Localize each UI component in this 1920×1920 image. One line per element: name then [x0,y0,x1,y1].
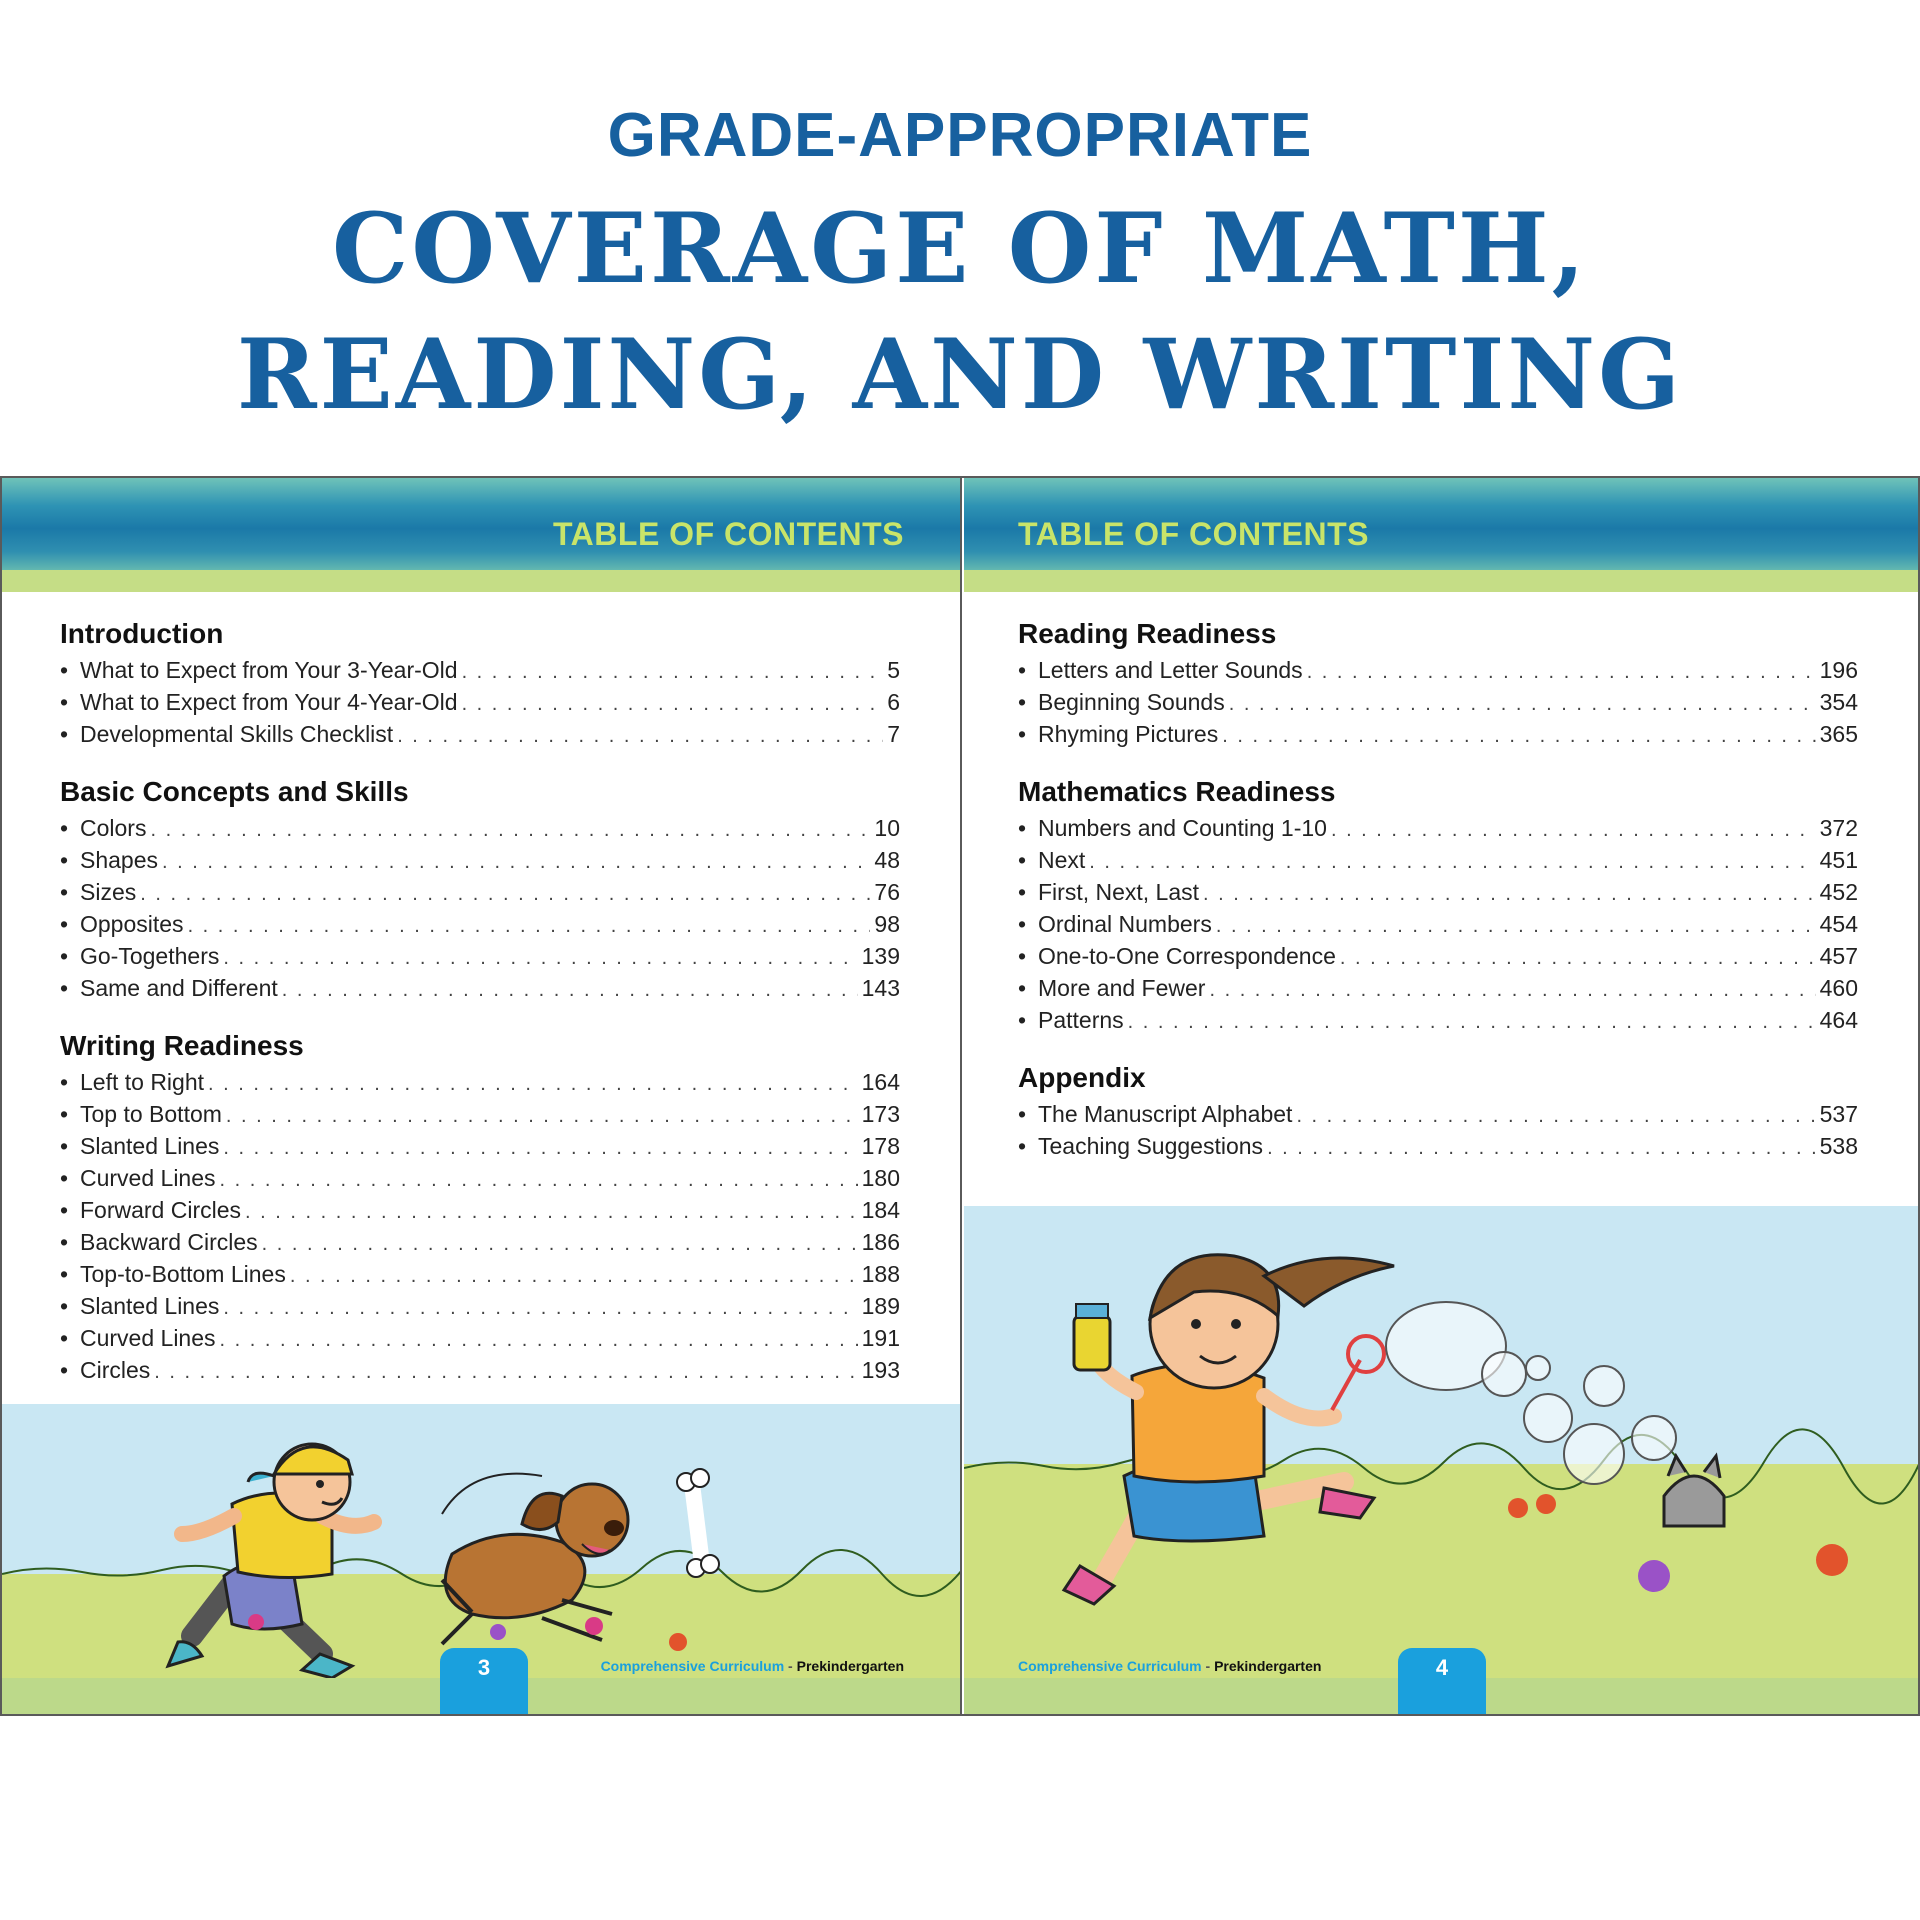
dot-leader [188,910,871,942]
entry-page-number: 464 [1819,1007,1858,1033]
entry-page-number: 173 [861,1101,900,1127]
entry-label: Same and Different [80,975,278,1001]
toc-section [1018,772,1858,1036]
toc-entry [60,876,900,908]
section-title: Reading Readiness [1018,618,1277,649]
dot-leader [226,1100,858,1132]
entry-label: Rhyming Pictures [1038,721,1219,747]
dot-leader [245,1196,858,1228]
entry-page-number: 196 [1819,657,1858,683]
toc-list [1018,614,1858,1184]
entry-page-number: 180 [861,1165,900,1191]
dot-leader [140,878,870,910]
entry-label: Left to Right [80,1069,205,1095]
entry-page-number: 193 [861,1357,900,1383]
entry-label: One-to-One Correspondence [1038,943,1336,969]
toc-entry [60,686,900,718]
dot-leader [150,814,870,846]
toc-entry [60,1354,900,1386]
entry-label: Ordinal Numbers [1038,911,1212,937]
toc-entry [60,844,900,876]
bullet-icon: • [60,911,69,937]
bullet-icon: • [60,975,69,1001]
dot-leader [462,656,884,688]
toc-section [1018,1058,1858,1162]
entry-label: Curved Lines [80,1165,216,1191]
entry-page-number: 189 [861,1293,900,1319]
girl-blowing-bubbles-illustration [964,1206,1920,1714]
section-title: Basic Concepts and Skills [60,776,409,807]
bullet-icon: • [1018,1007,1027,1033]
entry-label: Patterns [1038,1007,1124,1033]
dot-leader [208,1068,858,1100]
dot-leader [397,720,883,752]
entry-page-number: 6 [887,689,900,715]
entry-page-number: 48 [874,847,900,873]
bullet-icon: • [60,1229,69,1255]
page-number-tab: 3 [440,1648,528,1714]
toc-list [60,614,900,1408]
toc-entry [1018,940,1858,972]
toc-entry [60,1322,900,1354]
toc-entry [1018,972,1858,1004]
toc-entry [60,1130,900,1162]
entry-label: Go-Togethers [80,943,220,969]
bullet-icon: • [60,815,69,841]
toc-entry [60,1258,900,1290]
section-title: Writing Readiness [60,1030,304,1061]
dot-leader [223,1292,857,1324]
toc-section [60,614,900,750]
bullet-icon: • [60,689,69,715]
dot-leader [290,1260,858,1292]
dog-figure [442,1474,628,1644]
entry-label: Numbers and Counting 1-10 [1038,815,1327,841]
entry-page-number: 178 [861,1133,900,1159]
bullet-icon: • [60,1357,69,1383]
footer-separator: - [1201,1658,1215,1674]
toc-entry [1018,718,1858,750]
entry-page-number: 5 [887,657,900,683]
dot-leader [1307,656,1816,688]
eyebrow-text: GRADE-APPROPRIATE [607,101,1313,170]
entry-page-number: 143 [861,975,900,1001]
dot-leader [220,1164,858,1196]
toc-entry [60,1098,900,1130]
bullet-icon: • [60,847,69,873]
entry-page-number: 365 [1819,721,1858,747]
dot-leader [1222,720,1815,752]
footer-credit [601,1658,904,1674]
bullet-icon: • [60,1101,69,1127]
headline-line-1: COVERAGE OF MATH, [331,192,1589,305]
toc-entry [60,940,900,972]
entry-page-number: 186 [861,1229,900,1255]
toc-entry [60,654,900,686]
entry-page-number: 164 [861,1069,900,1095]
toc-entry [60,1194,900,1226]
dot-leader [223,942,857,974]
book-spread [0,476,1920,1716]
entry-label: Next [1038,847,1086,873]
footer-series: Comprehensive Curriculum [1018,1658,1202,1674]
footer-separator: - [784,1658,797,1674]
headline-line-2: READING, AND WRITING [236,318,1684,431]
banner-stripe [964,570,1920,592]
entry-label: First, Next, Last [1038,879,1200,905]
bone-icon [677,1469,719,1577]
entry-label: The Manuscript Alphabet [1038,1101,1293,1127]
entry-page-number: 98 [874,911,900,937]
entry-label: Slanted Lines [80,1133,220,1159]
toc-title: TABLE OF CONTENTS [1018,516,1369,552]
toc-entry [60,1066,900,1098]
entry-label: What to Expect from Your 4-Year-Old [80,689,458,715]
bullet-icon: • [1018,1101,1027,1127]
dot-leader [1331,814,1816,846]
toc-section [60,772,900,1004]
entry-page-number: 457 [1819,943,1858,969]
dot-leader [462,688,884,720]
bullet-icon: • [60,657,69,683]
toc-entry [1018,908,1858,940]
promo-header [0,0,1920,470]
entry-label: More and Fewer [1038,975,1206,1001]
dot-leader [1340,942,1816,974]
entry-label: Sizes [80,879,137,905]
entry-page-number: 537 [1819,1101,1858,1127]
bullet-icon: • [1018,879,1027,905]
toc-entry [60,718,900,750]
footer-series: Comprehensive Curriculum [600,1658,785,1674]
bullet-icon: • [60,1133,69,1159]
entry-label: Circles [80,1357,151,1383]
entry-page-number: 460 [1819,975,1858,1001]
dot-leader [1229,688,1816,720]
section-title: Introduction [60,618,224,649]
entry-label: What to Expect from Your 3-Year-Old [80,657,458,683]
bullet-icon: • [60,879,69,905]
entry-label: Developmental Skills Checklist [80,721,394,747]
bullet-icon: • [1018,815,1027,841]
toc-entry [60,908,900,940]
entry-label: Forward Circles [80,1197,242,1223]
toc-entry [1018,812,1858,844]
toc-entry [60,1162,900,1194]
entry-page-number: 139 [861,943,900,969]
bullet-icon: • [60,1325,69,1351]
dot-leader [1296,1100,1815,1132]
entry-page-number: 10 [874,815,900,841]
entry-page-number: 7 [887,721,900,747]
toc-entry [60,1290,900,1322]
bullet-icon: • [60,1165,69,1191]
dot-leader [220,1324,858,1356]
entry-label: Curved Lines [80,1325,216,1351]
footer-grade: Prekindergarten [796,1658,904,1674]
dot-leader [1203,878,1816,910]
bullet-icon: • [1018,911,1027,937]
banner-stripe [2,570,960,592]
toc-section [1018,614,1858,750]
girl-figure [1064,1255,1394,1604]
entry-label: Opposites [80,911,184,937]
dot-leader [1209,974,1815,1006]
toc-entry [1018,1098,1858,1130]
dot-leader [162,846,870,878]
entry-label: Slanted Lines [80,1293,220,1319]
footer-grade: Prekindergarten [1214,1658,1322,1674]
bullet-icon: • [1018,689,1027,715]
dot-leader [154,1356,857,1388]
dot-leader [1216,910,1816,942]
entry-page-number: 372 [1819,815,1858,841]
dot-leader [1128,1006,1816,1038]
entry-page-number: 191 [861,1325,900,1351]
toc-section [60,1026,900,1386]
bullet-icon: • [60,721,69,747]
entry-page-number: 354 [1819,689,1858,715]
footer-credit [1018,1658,1321,1674]
toc-entry [1018,1004,1858,1036]
toc-entry [60,972,900,1004]
dot-leader [262,1228,858,1260]
toc-entry [1018,686,1858,718]
entry-label: Shapes [80,847,159,873]
toc-title: TABLE OF CONTENTS [553,516,904,552]
bullet-icon: • [1018,847,1027,873]
entry-page-number: 451 [1819,847,1858,873]
toc-entry [1018,844,1858,876]
toc-entry [1018,876,1858,908]
entry-page-number: 184 [861,1197,900,1223]
bullet-icon: • [1018,943,1027,969]
entry-label: Top to Bottom [80,1101,222,1127]
dot-leader [1267,1132,1816,1164]
dot-leader [282,974,858,1006]
bullet-icon: • [1018,657,1027,683]
left-page [2,478,962,1714]
bullet-icon: • [1018,975,1027,1001]
entry-page-number: 76 [874,879,900,905]
dot-leader [1089,846,1815,878]
toc-entry [1018,1130,1858,1162]
cat-icon [1664,1456,1724,1526]
entry-page-number: 188 [861,1261,900,1287]
right-page [964,478,1920,1714]
entry-label: Top-to-Bottom Lines [80,1261,286,1287]
bubble-icon [1386,1302,1676,1484]
bullet-icon: • [60,1069,69,1095]
entry-label: Letters and Letter Sounds [1038,657,1303,683]
section-title: Appendix [1018,1062,1146,1093]
entry-label: Colors [80,815,147,841]
dot-leader [223,1132,857,1164]
page-number-tab: 4 [1398,1648,1486,1714]
entry-page-number: 538 [1819,1133,1858,1159]
entry-label: Backward Circles [80,1229,258,1255]
bullet-icon: • [60,1261,69,1287]
girl-bubbles-art [964,1206,1920,1714]
bullet-icon: • [1018,721,1027,747]
section-title: Mathematics Readiness [1018,776,1336,807]
bullet-icon: • [1018,1133,1027,1159]
bullet-icon: • [60,1293,69,1319]
entry-page-number: 454 [1819,911,1858,937]
entry-page-number: 452 [1819,879,1858,905]
bullet-icon: • [60,1197,69,1223]
bullet-icon: • [60,943,69,969]
toc-entry [60,1226,900,1258]
entry-label: Beginning Sounds [1038,689,1225,715]
entry-label: Teaching Suggestions [1038,1133,1264,1159]
toc-entry [1018,654,1858,686]
toc-entry [60,812,900,844]
